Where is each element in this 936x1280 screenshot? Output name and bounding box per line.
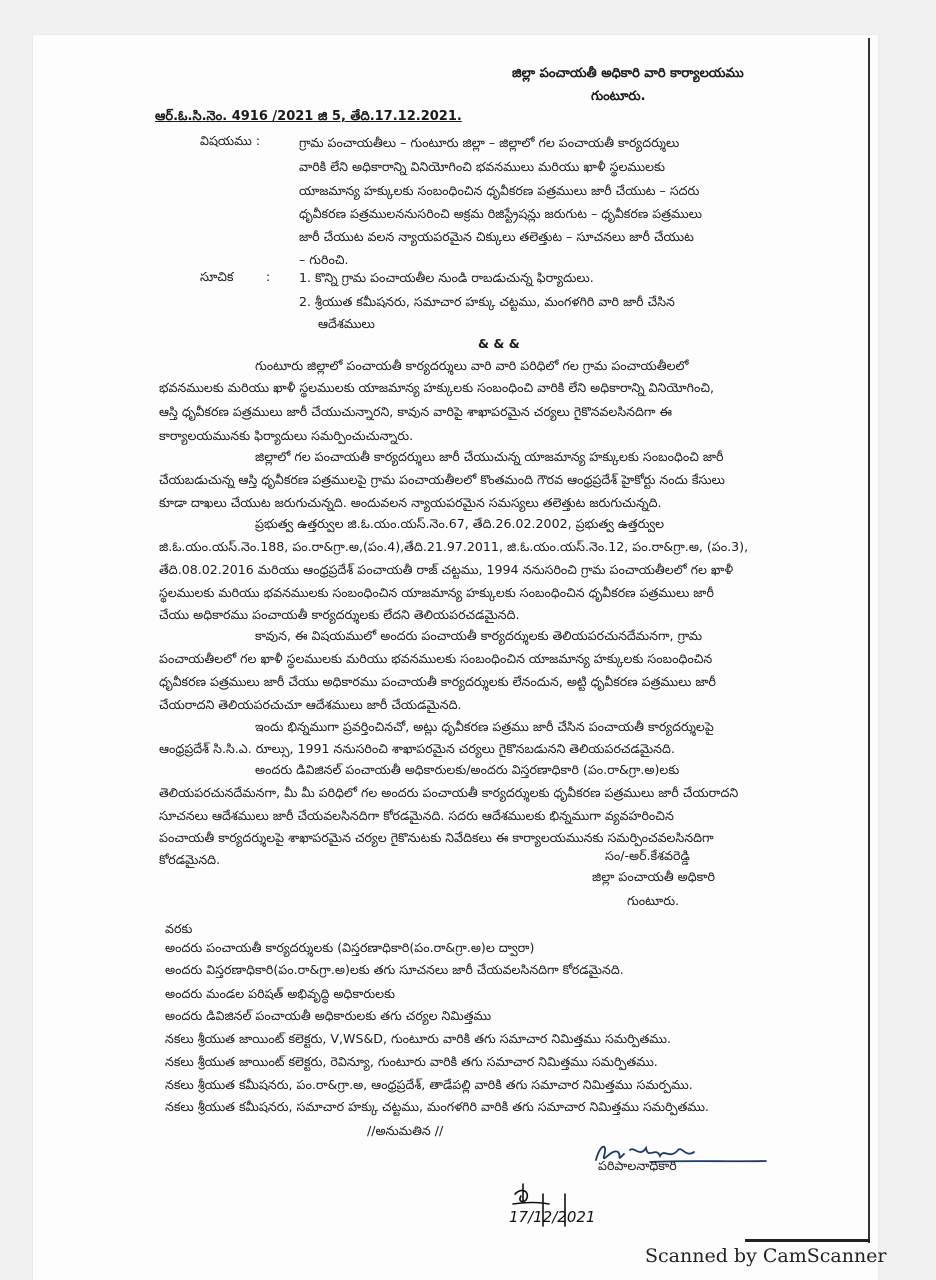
subject-line: ధృవీకరణ పత్రములననుసరించి అక్రమ రిజిస్ట్రేషన్లు జరుగుట – ధృవీకరణ పత్రములు	[299, 206, 702, 221]
body-line: స్థలములకు మరియు భవనములకు సంబంధించిన యాజమాన్య హక్కులకు సంబంధించిన ధృవీకరణ పత్రములు జారీ	[159, 585, 714, 600]
body-line: ఇందు భిన్నముగా ప్రవర్తించినచో, అట్లు ధృవీకరణ పత్రము జారీ చేసిన పంచాయతీ కార్యదర్శులపై	[255, 719, 714, 734]
to-line: అందరు విస్తరణాధికారి(పం.రా&గ్రా.అ)లకు తగు సూచనలు జారీ చేయవలసినదిగా కోరడమైనది.	[165, 962, 624, 977]
to-label: వరకు	[165, 921, 193, 936]
body-line: పంచాయతీ కార్యదర్శులపై శాఖాపరమైన చర్యల గైకొనుటకు నివేదికలు ఈ కార్యాలయమునకు సమర్పించవలసినదిగా	[159, 830, 714, 845]
body-line: తెలియపరచునదేమనగా, మీ మీ పరిధిలో గల అందరు పంచాయతీ కార్యదర్శులకు ధృవీకరణ పత్రములు జారీ చేయరాదని	[159, 785, 739, 800]
signatory-city: గుంటూరు.	[627, 893, 680, 908]
body-line: చేయబడుచున్న ఆస్తి ధృవీకరణ పత్రములపై గ్రామ పంచాయతీలలో కొంతమంది గౌరవ ఆంధ్రప్రదేశ్ హైకోర్టు నందు కేసులు	[159, 472, 725, 487]
subject-line: – గురించి.	[299, 252, 349, 267]
signatory-name: సం/-అర్.కేశవరెడ్డి	[605, 848, 690, 863]
body-line: ఆస్తి ధృవీకరణ పత్రములు జారీ చేయుచున్నారని, కావున వారిపై శాఖాపరమైన చర్యలు గైకొనవలసినదిగా ఈ	[159, 404, 673, 419]
office-title: జిల్లా పంచాయతీ అధికారి వారి కార్యాలయము	[512, 66, 744, 81]
body-line: కూడా దాఖలు చేయుట జరుగుచున్నది. అందువలన న్యాయపరమైన సమస్యలు తలెత్తుట జరుగుచున్నది.	[159, 495, 662, 510]
separator: & & &	[478, 336, 520, 351]
to-line: అందరు పంచాయతీ కార్యదర్శులకు (విస్తరణాధికారి(పం.రా&గ్రా.అ)ల ద్వారా)	[165, 940, 535, 955]
approval-note: //అనుమతిన //	[367, 1123, 444, 1138]
body-line: కార్యాలయమునకు ఫిర్యాదులు సమర్పించుచున్నారు.	[159, 428, 414, 443]
body-line: గుంటూరు జిల్లాలో పంచాయతీ కార్యదర్శులు వారి వారి పరిధిలో గల గ్రామ పంచాయతీలలో	[255, 358, 689, 373]
to-line: అందరు మండల పరిషత్ అభివృద్ధి అధికారులకు	[165, 986, 396, 1001]
body-line: సూచనలు ఆదేశములు జారీ చేయవలసినదిగా కోరడమైనది. సదరు ఆదేశములకు భిన్నముగా వ్యవహరించిన	[159, 808, 674, 823]
page-bottom-line	[745, 1239, 870, 1242]
reference-colon: :	[266, 269, 271, 284]
reference-line: 1. కొన్ని గ్రామ పంచాయతీల నుండి రాబడుచున్న ఫిర్యాదులు.	[299, 270, 594, 285]
body-line: చేయరాదని తెలియపరచుచూ ఆదేశములు జారీ చేయడమైనది.	[159, 697, 462, 712]
body-line: ప్రభుత్వ ఉత్తర్వుల జి.ఓ.యం.యస్.నెం.67, తేది.26.02.2002, ప్రభుత్వ ఉత్తర్వుల	[255, 516, 665, 531]
to-line: అందరు డివిజినల్ పంచాయతీ అధికారులకు తగు చర్యల నిమిత్తము	[165, 1008, 492, 1023]
body-line: ధృవీకరణ పత్రములు జారీ చేయు అధికారము పంచాయతీ కార్యదర్శులకు లేనందున, అట్టి ధృవీకరణ పత్రములు జారీ	[159, 674, 717, 689]
reference-number: ఆర్.ఓ.సి.నెం. 4916 /2021 జి 5, తేది.17.12.2021.	[155, 109, 462, 124]
to-line: నకలు శ్రీయుత కమీషనరు, పం.రా&గ్రా.అ, ఆంధ్రప్రదేశ్, తాడేపల్లి వారికి తగు సమాచార నిమిత్తము సమర్పము.	[165, 1077, 693, 1092]
to-line: నకలు శ్రీయుత జాయింట్ కలెక్టరు, V,WS&D, గుంటూరు వారికి తగు సమాచార నిమిత్తము సమర్పితము.	[165, 1031, 671, 1046]
body-line: తేది.08.02.2016 మరియు ఆంధ్రప్రదేశ్ పంచాయతీ రాజ్ చట్టము, 1994 ననుసరించి గ్రామ పంచాయతీలలో గల ఖాళీ	[159, 562, 734, 577]
body-line: కోరడమైనది.	[159, 852, 221, 867]
reference-line: 2. శ్రీయుత కమీషనరు, సమాచార హక్కు చట్టము, మంగళగిరి వారి జారీ చేసిన	[299, 294, 675, 309]
body-line: జి.ఓ.యం.యస్.నెం.188, పం.రా&గ్రా.అ,(పం.4),తేది.21.97.2011, జి.ఓ.యం.యస్.నెం.12, పం.రా&గ్రా.అ, (పం.3),	[159, 539, 749, 554]
signatory-designation: జిల్లా పంచాయతీ అధికారి	[592, 869, 716, 884]
camscanner-watermark: Scanned by CamScanner	[645, 1245, 887, 1267]
reference-label: సూచిక	[200, 269, 234, 284]
office-city: గుంటూరు.	[591, 89, 646, 104]
subject-line: జారీ చేయుట వలన న్యాయపరమైన చిక్కులు తలెత్తుట – సూచనలు జారీ చేయుట	[299, 229, 694, 244]
body-line: ఆంధ్రప్రదేశ్ సి.సి.ఎ. రూల్సు, 1991 ననుసరించి శాఖాపరమైన చర్యలు గైకొనబడునని తెలియపరచడమైనది.	[159, 741, 675, 756]
page-edge-line	[868, 38, 870, 1243]
to-line: నకలు శ్రీయుత జాయింట్ కలెక్టరు, రెవిన్యూ, గుంటూరు వారికి తగు సమాచార నిమిత్తము సమర్పితము.	[165, 1054, 658, 1069]
subject-line: గ్రామ పంచాయతీలు – గుంటూరు జిల్లా – జిల్లాలో గల పంచాయతీ కార్యదర్శులు	[299, 135, 680, 150]
subject-label: విషయము :	[200, 133, 261, 148]
body-line: పంచాయతీలలో గల ఖాళీ స్థలములకు మరియు భవనములకు సంబంధించిన యాజమాన్య హక్కులకు సంబంధించిన	[159, 651, 713, 666]
to-line: నకలు శ్రీయుత కమీషనరు, సమాచార హక్కు చట్టము, మంగళగిరి వారికి తగు సమాచార నిమిత్తము సమర్పితము.	[165, 1099, 709, 1114]
handwritten-date	[505, 1180, 615, 1230]
reference-line: ఆదేశములు	[318, 316, 375, 331]
body-line: జిల్లాలో గల పంచాయతీ కార్యదర్శులు జారీ చేయుచున్న యాజమాన్య హక్కులకు సంబంధించి జారీ	[255, 449, 724, 464]
subject-line: యాజమాన్య హక్కులకు సంబంధించిన ధృవీకరణ పత్రములు జారీ చేయుట – సదరు	[299, 183, 700, 198]
administrator-title: పరిపాలనాధికారి	[598, 1158, 677, 1173]
subject-line: వారికి లేని అధికారాన్ని వినియోగించి భవనములు మరియు ఖాళీ స్థలములకు	[299, 159, 665, 174]
handwritten-date-text: 17/12/2021	[509, 1208, 596, 1226]
body-line: భవనములకు మరియు ఖాళీ స్థలములకు యాజమాన్య హక్కులకు సంబంధించి వారికి లేని అధికారాన్ని వినియోగించి,	[159, 380, 714, 395]
body-line: కావున, ఈ విషయములో అందరు పంచాయతీ కార్యదర్శులకు తెలియపరచునదేమనగా, గ్రామ	[255, 628, 703, 643]
body-line: అందరు డివిజినల్ పంచాయతీ అధికారులకు/అందరు విస్తరణాధికారి (పం.రా&గ్రా.అ)లకు	[255, 762, 680, 777]
body-line: చేయు అధికారము పంచాయతీ కార్యదర్శులకు లేదని తెలియపరచడమైనది.	[159, 607, 520, 622]
